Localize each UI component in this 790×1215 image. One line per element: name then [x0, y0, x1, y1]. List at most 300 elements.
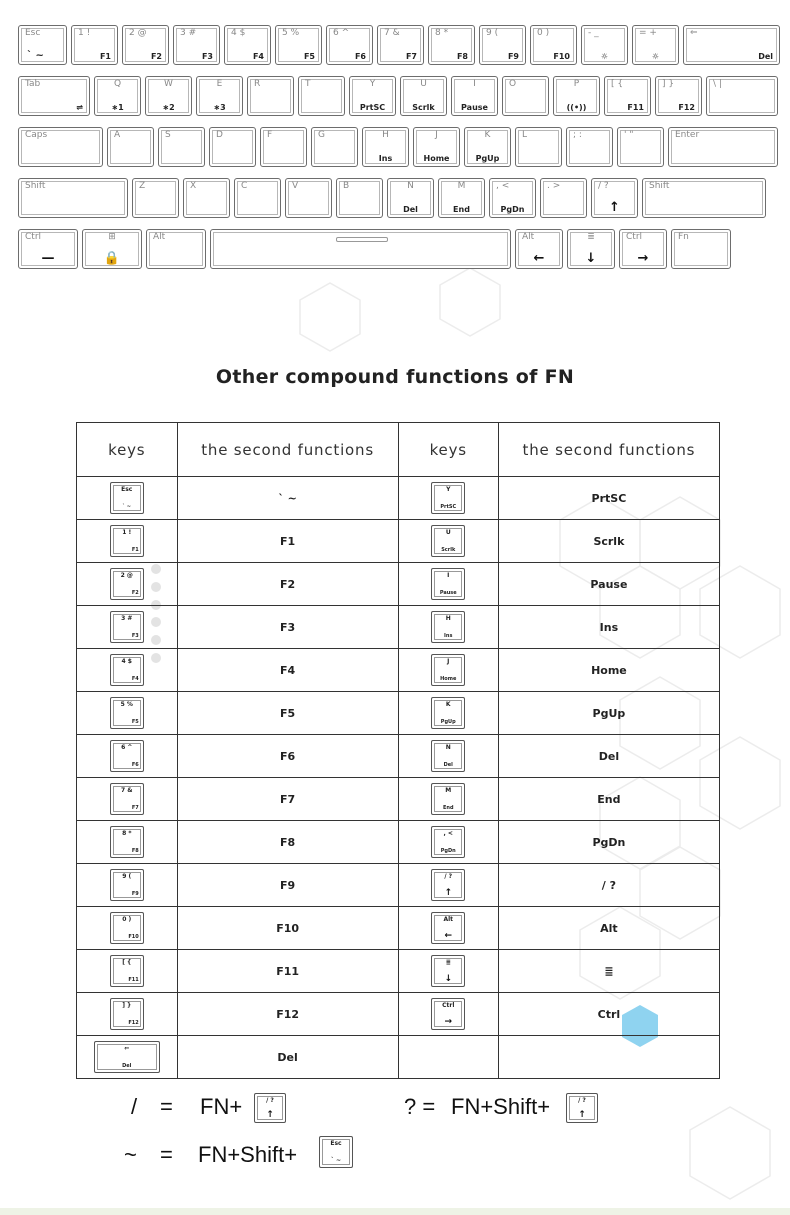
key-primary-label: O — [509, 79, 517, 89]
keyboard-key — [145, 76, 192, 116]
keycap-primary: 3 # — [121, 615, 133, 622]
table-row — [77, 649, 720, 692]
keycap-icon — [110, 654, 144, 686]
keycap-primary: Ctrl — [442, 1002, 455, 1009]
header-keys-left: keys — [77, 423, 178, 477]
keyboard-key — [362, 127, 409, 167]
keyboard-key — [260, 127, 307, 167]
keycap-secondary: Ins — [444, 633, 453, 639]
keycap-primary: 2 @ — [120, 572, 133, 579]
right-key-cell — [398, 520, 498, 563]
keycap-primary: N — [445, 744, 451, 751]
keyboard-key — [515, 229, 563, 269]
left-function-cell: F9 — [177, 864, 398, 907]
keyboard-key — [617, 127, 664, 167]
keycap-icon — [94, 1041, 160, 1073]
right-function-cell — [498, 1036, 719, 1079]
keyboard-key — [540, 178, 587, 218]
keyboard-key — [132, 178, 179, 218]
left-function-cell: Del — [177, 1036, 398, 1079]
keyboard-key — [224, 25, 271, 65]
table-row — [77, 821, 720, 864]
key-primary-label: A — [114, 130, 121, 140]
keycap-secondary: F7 — [131, 805, 139, 811]
keyboard-key — [18, 76, 90, 116]
key-primary-label: . > — [547, 181, 561, 191]
keyboard-key — [210, 229, 511, 269]
keycap-secondary: F10 — [128, 934, 139, 940]
keyboard-layout — [0, 0, 790, 290]
key-secondary-label: Pause — [461, 103, 488, 112]
key-primary-label: 1 ! — [78, 28, 91, 38]
keycap-icon — [110, 783, 144, 815]
key-secondary-label: ((•)) — [566, 103, 587, 112]
spacebar-bump — [336, 237, 388, 242]
keyboard-key — [158, 127, 205, 167]
keycap-primary: 6 ^ — [121, 744, 133, 751]
keyboard-key — [400, 76, 447, 116]
left-key-cell — [77, 778, 178, 821]
keycap-secondary: Home — [440, 676, 457, 682]
key-primary-label: Shift — [649, 181, 670, 191]
left-key-cell — [77, 692, 178, 735]
key-primary-label: K — [484, 130, 491, 140]
keyboard-key — [655, 76, 702, 116]
keyboard-key — [285, 178, 332, 218]
table-row — [77, 864, 720, 907]
key-secondary-label: PgDn — [500, 205, 525, 214]
table-row — [77, 1036, 720, 1079]
right-function-cell: Scrlk — [498, 520, 719, 563]
keycap-secondary: Pause — [439, 590, 457, 596]
keycap-primary: 4 $ — [121, 658, 132, 665]
keyboard-key — [82, 229, 142, 269]
right-key-cell — [398, 692, 498, 735]
right-function-cell: PgDn — [498, 821, 719, 864]
keycap-secondary: PrtSC — [440, 504, 457, 510]
header-keys-right: keys — [398, 423, 498, 477]
keyboard-key — [683, 25, 780, 65]
key-arrow-label: ← — [533, 251, 545, 266]
key-primary-label: = + — [639, 28, 657, 38]
keycap-primary: [ { — [122, 959, 132, 966]
keycap-primary: / ? — [444, 873, 453, 880]
keycap-primary: J — [447, 658, 450, 665]
keycap-secondary: Del — [122, 1063, 132, 1069]
keyboard-key — [247, 76, 294, 116]
keycap-icon — [110, 740, 144, 772]
right-key-cell — [398, 993, 498, 1036]
keycap-icon — [431, 998, 465, 1030]
key-secondary-label: F12 — [678, 103, 695, 112]
left-key-cell — [77, 649, 178, 692]
key-primary-label: 9 ( — [486, 28, 499, 38]
keyboard-key — [591, 178, 638, 218]
keyboard-key — [668, 127, 778, 167]
right-key-cell — [398, 864, 498, 907]
left-function-cell: F10 — [177, 907, 398, 950]
key-primary-label: V — [292, 181, 299, 191]
keycap-secondary: End — [442, 805, 454, 811]
keycap-primary: K — [445, 701, 451, 708]
key-primary-label: Caps — [25, 130, 48, 140]
left-function-cell: F8 — [177, 821, 398, 864]
keyboard-key — [18, 25, 67, 65]
key-arrow-label: ↑ — [609, 200, 620, 215]
key-primary-label: ≣ — [587, 232, 595, 242]
left-function-cell: F2 — [177, 563, 398, 606]
keycap-secondary: PgUp — [440, 719, 456, 725]
right-function-cell: Alt — [498, 907, 719, 950]
keycap-secondary: F8 — [131, 848, 139, 854]
key-secondary-label: ☼ — [600, 52, 609, 61]
key-primary-label: F — [267, 130, 273, 140]
keycap-primary: 1 ! — [122, 529, 132, 536]
formula-tilde-rhs: FN+Shift+ — [198, 1142, 298, 1167]
key-arrow-label: ↓ — [585, 251, 597, 266]
key-primary-label: 4 $ — [231, 28, 246, 38]
left-function-cell: F1 — [177, 520, 398, 563]
keycap-primary: U — [445, 529, 451, 536]
left-key-cell — [77, 907, 178, 950]
key-secondary-label: PgUp — [475, 154, 500, 163]
keyboard-key — [479, 25, 526, 65]
table-row — [77, 692, 720, 735]
keycap-icon — [110, 697, 144, 729]
keycap-icon — [431, 654, 465, 686]
keyboard-key — [336, 178, 383, 218]
left-function-cell: F3 — [177, 606, 398, 649]
key-primary-label: D — [216, 130, 223, 140]
keycap-icon — [431, 697, 465, 729]
keycap-icon — [431, 611, 465, 643]
right-key-cell — [398, 649, 498, 692]
keycap-icon — [431, 482, 465, 514]
key-primary-label: Tab — [25, 79, 41, 89]
left-function-cell: F5 — [177, 692, 398, 735]
left-key-cell — [77, 950, 178, 993]
keycap-primary: 0 ) — [122, 916, 132, 923]
key-primary-label: J — [435, 130, 438, 140]
keyboard-key — [377, 25, 424, 65]
key-secondary-label: Scrlk — [412, 103, 435, 112]
table-row — [77, 520, 720, 563]
key-secondary-label: F5 — [303, 52, 315, 61]
left-key-cell — [77, 520, 178, 563]
right-key-cell — [398, 950, 498, 993]
table-row — [77, 950, 720, 993]
keycap-secondary: F6 — [131, 762, 139, 768]
keyboard-key — [387, 178, 434, 218]
keycap-icon — [431, 912, 465, 944]
key-primary-label: - _ — [588, 28, 599, 38]
key-secondary-label: Ins — [378, 154, 393, 163]
bottom-band — [0, 1208, 790, 1215]
key-primary-label: Shift — [25, 181, 46, 191]
keycap-icon — [431, 869, 465, 901]
keyboard-key — [604, 76, 651, 116]
keycap-secondary: F9 — [131, 891, 139, 897]
keycap-primary: 8 * — [122, 830, 132, 837]
key-secondary-label: ` ~ — [27, 50, 44, 61]
key-primary-label: M — [457, 181, 466, 191]
right-function-cell: Del — [498, 735, 719, 778]
key-primary-label: , < — [496, 181, 510, 191]
key-secondary-label: Del — [403, 205, 418, 214]
keyboard-key — [311, 127, 358, 167]
left-function-cell: F12 — [177, 993, 398, 1036]
key-secondary-label: ∗3 — [213, 103, 226, 112]
keycap-icon — [110, 826, 144, 858]
table-row — [77, 993, 720, 1036]
keycap-arrow: ↑ — [444, 888, 453, 898]
key-primary-label: Fn — [678, 232, 689, 242]
keycap-primary: I — [447, 572, 450, 579]
key-primary-label: Alt — [522, 232, 535, 242]
table-row — [77, 477, 720, 520]
keycap-icon — [431, 568, 465, 600]
key-secondary-label: F3 — [201, 52, 213, 61]
formula-key-slash-1: / ? ↑ — [254, 1093, 286, 1123]
keyboard-key — [428, 25, 475, 65]
keycap-secondary: F5 — [131, 719, 139, 725]
key-secondary-label: End — [453, 205, 470, 214]
key-primary-label: E — [216, 79, 223, 89]
keyboard-key — [502, 76, 549, 116]
keyboard-key — [122, 25, 169, 65]
key-primary-label: P — [573, 79, 580, 89]
formula-key-esc: Esc ` ~ — [319, 1136, 353, 1168]
table-row — [77, 778, 720, 821]
keycap-secondary: F1 — [131, 547, 139, 553]
keycap-arrow: → — [444, 1017, 453, 1027]
keycap-icon — [431, 525, 465, 557]
keycap-secondary: Del — [443, 762, 453, 768]
key-secondary-label: F4 — [252, 52, 264, 61]
keyboard-key — [451, 76, 498, 116]
header-functions-left: the second functions — [177, 423, 398, 477]
key-secondary-label: Del — [758, 52, 773, 61]
key-secondary-label: ☼ — [651, 52, 660, 61]
key-secondary-label: F2 — [150, 52, 162, 61]
key-primary-label: [ { — [611, 79, 624, 89]
keycap-icon — [110, 998, 144, 1030]
keycap-secondary: F4 — [131, 676, 139, 682]
left-key-cell — [77, 993, 178, 1036]
left-function-cell: ` ~ — [177, 477, 398, 520]
keycap-icon — [431, 783, 465, 815]
keycap-primary: Alt — [443, 916, 454, 923]
key-primary-label: Alt — [153, 232, 166, 242]
key-secondary-label: Home — [423, 154, 450, 163]
left-function-cell: F6 — [177, 735, 398, 778]
key-primary-label: R — [254, 79, 261, 89]
left-function-cell: F4 — [177, 649, 398, 692]
key-primary-label: ⊞ — [108, 232, 116, 242]
key-primary-label: X — [190, 181, 197, 191]
right-key-cell — [398, 1036, 498, 1079]
keyboard-key — [706, 76, 778, 116]
formula-slash-lhs: / — [131, 1094, 138, 1119]
keyboard-key — [642, 178, 766, 218]
keyboard-key — [94, 76, 141, 116]
keycap-icon — [110, 568, 144, 600]
key-secondary-label: F8 — [456, 52, 468, 61]
keycap-primary: ] } — [122, 1002, 132, 1009]
key-primary-label: 7 & — [384, 28, 400, 38]
key-secondary-label: F7 — [405, 52, 417, 61]
keycap-primary: Esc — [121, 486, 133, 493]
keycap-primary: 7 & — [121, 787, 133, 794]
key-primary-label: / ? — [598, 181, 609, 191]
left-key-cell — [77, 563, 178, 606]
key-secondary-label: F10 — [553, 52, 570, 61]
right-key-cell — [398, 606, 498, 649]
table-row — [77, 563, 720, 606]
key-primary-label: U — [420, 79, 427, 89]
key-primary-label: 0 ) — [537, 28, 550, 38]
keycap-secondary: F2 — [131, 590, 139, 596]
right-function-cell: PgUp — [498, 692, 719, 735]
keyboard-key — [326, 25, 373, 65]
key-primary-label: B — [343, 181, 350, 191]
keyboard-key — [671, 229, 731, 269]
right-function-cell: / ? — [498, 864, 719, 907]
keycap-primary: 5 % — [120, 701, 133, 708]
keycap-icon — [110, 611, 144, 643]
keycap-icon — [431, 955, 465, 987]
left-key-cell — [77, 1036, 178, 1079]
keycap-icon — [431, 740, 465, 772]
keyboard-key — [632, 25, 679, 65]
keyboard-key — [173, 25, 220, 65]
keyboard-key — [413, 127, 460, 167]
header-functions-right: the second functions — [498, 423, 719, 477]
key-primary-label: N — [407, 181, 414, 191]
key-primary-label: ] } — [662, 79, 675, 89]
formula-slash-rhs: FN+ — [200, 1094, 243, 1119]
key-primary-label: H — [382, 130, 389, 140]
keycap-icon — [110, 869, 144, 901]
left-function-cell: F11 — [177, 950, 398, 993]
key-secondary-label: ∗2 — [162, 103, 175, 112]
keyboard-key — [464, 127, 511, 167]
key-primary-label: C — [241, 181, 248, 191]
keyboard-key — [18, 178, 128, 218]
left-key-cell — [77, 864, 178, 907]
keycap-icon — [110, 482, 144, 514]
keycap-primary: Y — [446, 486, 451, 493]
key-primary-label: 2 @ — [129, 28, 147, 38]
table-row — [77, 735, 720, 778]
right-function-cell: Pause — [498, 563, 719, 606]
keyboard-key — [71, 25, 118, 65]
keycap-secondary: PgDn — [440, 848, 456, 854]
key-primary-label: 3 # — [180, 28, 197, 38]
key-primary-label: Ctrl — [626, 232, 643, 242]
keyboard-key — [489, 178, 536, 218]
keyboard-key — [196, 76, 243, 116]
keycap-secondary: Scrlk — [441, 547, 456, 553]
key-primary-label: ⇐ — [690, 28, 698, 38]
key-primary-label: Y — [369, 79, 376, 89]
key-primary-label: W — [164, 79, 173, 89]
formula-question-rhs: FN+Shift+ — [451, 1094, 551, 1119]
keyboard-key — [530, 25, 577, 65]
key-secondary-label: F11 — [627, 103, 644, 112]
keyboard-key — [107, 127, 154, 167]
right-key-cell — [398, 907, 498, 950]
keyboard-key — [183, 178, 230, 218]
keyboard-key — [234, 178, 281, 218]
page-title: Other compound functions of FN — [215, 366, 575, 388]
key-primary-label: S — [165, 130, 171, 140]
key-secondary-label: F1 — [99, 52, 111, 61]
key-arrow-label: 🔒 — [103, 251, 121, 266]
right-key-cell — [398, 477, 498, 520]
key-primary-label: 8 * — [435, 28, 449, 38]
formula-question-lhs: ? = — [404, 1094, 436, 1119]
formula-key-slash-2: / ? ↑ — [566, 1093, 598, 1123]
key-primary-label: G — [318, 130, 325, 140]
left-key-cell — [77, 606, 178, 649]
key-secondary-label: F6 — [354, 52, 366, 61]
keycap-primary: , < — [443, 830, 453, 837]
keycap-primary: H — [445, 615, 451, 622]
right-key-cell — [398, 778, 498, 821]
right-key-cell — [398, 735, 498, 778]
key-primary-label: I — [473, 79, 476, 89]
keycap-secondary: F11 — [128, 977, 139, 983]
key-primary-label: Q — [113, 79, 122, 89]
keyboard-key — [553, 76, 600, 116]
keyboard-key — [566, 127, 613, 167]
right-key-cell — [398, 821, 498, 864]
keycap-icon — [110, 955, 144, 987]
keycap-primary: 9 ( — [122, 873, 132, 880]
keycap-secondary: F12 — [128, 1020, 139, 1026]
keyboard-key — [567, 229, 615, 269]
key-primary-label: T — [305, 79, 311, 89]
keycap-primary: ≣ — [445, 959, 451, 966]
keyboard-key — [18, 229, 78, 269]
right-function-cell: PrtSC — [498, 477, 719, 520]
keyboard-key — [146, 229, 206, 269]
fn-functions-table — [76, 422, 720, 1079]
keyboard-key — [18, 127, 103, 167]
keycap-secondary: ` ~ — [122, 504, 131, 510]
key-primary-label: 6 ^ — [333, 28, 350, 38]
keyboard-key — [581, 25, 628, 65]
key-primary-label: Z — [139, 181, 146, 191]
keyboard-key — [515, 127, 562, 167]
right-function-cell: ≣ — [498, 950, 719, 993]
key-primary-label: Enter — [675, 130, 700, 140]
key-primary-label: Esc — [25, 28, 41, 38]
left-function-cell: F7 — [177, 778, 398, 821]
keycap-arrow: ↓ — [444, 974, 453, 984]
formula-equals: = — [160, 1094, 173, 1119]
keycap-icon — [110, 912, 144, 944]
table-row — [77, 606, 720, 649]
key-primary-label: ' " — [624, 130, 634, 140]
key-primary-label: L — [522, 130, 528, 140]
keycap-secondary: F3 — [131, 633, 139, 639]
keyboard-key — [275, 25, 322, 65]
right-function-cell: Home — [498, 649, 719, 692]
left-key-cell — [77, 735, 178, 778]
keycap-primary: M — [445, 787, 452, 794]
